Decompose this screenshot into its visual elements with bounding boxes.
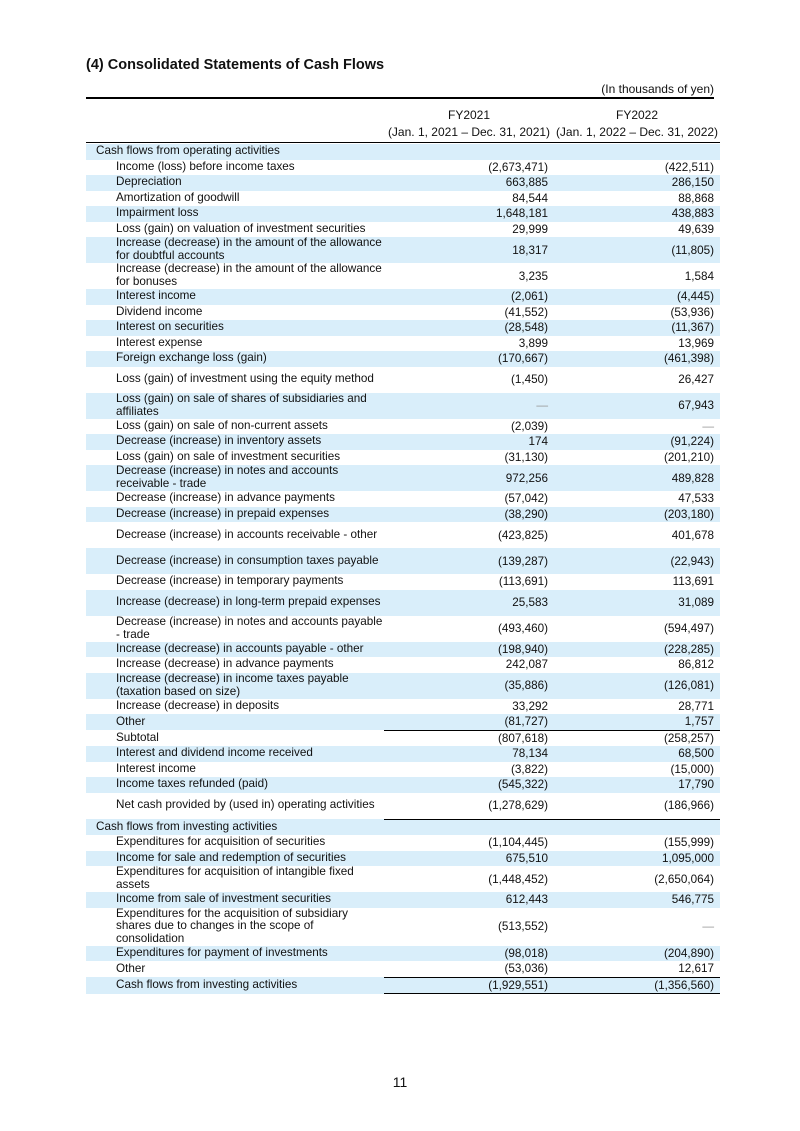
table-row: [86, 465, 720, 491]
value-fy2021: 663,885: [384, 175, 552, 191]
value-fy2022: (53,936): [670, 305, 714, 319]
value-fy2022: 28,771: [678, 699, 714, 713]
table-row: [86, 393, 720, 419]
value-fy2022: (11,805): [552, 237, 720, 263]
value-fy2021: (198,940): [384, 642, 552, 658]
row-label: Decrease (increase) in inventory assets: [86, 434, 384, 450]
value-fy2022: 88,868: [678, 191, 714, 205]
value-fy2021: (1,929,551): [384, 977, 552, 994]
row-label: Income for sale and redemption of securities: [86, 851, 384, 867]
value-fy2022: (201,210): [663, 450, 714, 464]
table-row: [86, 367, 720, 393]
value-fy2022: —: [702, 419, 714, 433]
value-fy2022: (155,999): [663, 836, 714, 850]
value-fy2022: (186,966): [663, 799, 714, 812]
page-number: 11: [392, 1074, 408, 1090]
column-period: (Jan. 1, 2021 – Dec. 31, 2021): [387, 125, 551, 139]
value-fy2022: 1,584: [684, 269, 714, 283]
value-fy2022: 13,969: [678, 336, 714, 350]
table-row: [86, 419, 720, 435]
value-fy2021: (38,290): [384, 507, 552, 523]
value-fy2021: (545,322): [384, 777, 552, 793]
value-fy2022: (15,000): [670, 762, 714, 776]
value-fy2022: (126,081): [552, 673, 720, 699]
column-year: FY2021: [447, 108, 491, 122]
value-fy2021: 972,256: [384, 465, 552, 491]
value-fy2021: (81,727): [384, 714, 552, 730]
value-fy2022: (228,285): [552, 642, 720, 658]
value-fy2021: (28,548): [384, 320, 552, 336]
value-fy2022: 1,095,000: [552, 851, 720, 867]
row-label: Loss (gain) on valuation of investment securities: [116, 221, 366, 235]
table-row: [86, 673, 720, 699]
row-label: Expenditures for acquisition of intangible fixed assets: [116, 865, 354, 891]
value-fy2021: (170,667): [384, 351, 552, 367]
value-fy2022: (203,180): [552, 507, 720, 523]
table-row: [86, 699, 720, 715]
row-label: Interest income: [86, 289, 384, 305]
value-fy2021: 84,544: [512, 191, 548, 205]
value-fy2021: 242,087: [505, 658, 548, 672]
table-row: [86, 866, 720, 892]
column-period: (Jan. 1, 2022 – Dec. 31, 2022): [555, 125, 719, 139]
value-fy2022: [552, 819, 720, 835]
value-fy2022: (2,650,064): [654, 872, 714, 886]
value-fy2021: [384, 144, 552, 160]
table-row: [86, 746, 720, 762]
table-row: [86, 908, 720, 946]
row-label: Increase (decrease) in deposits: [116, 698, 280, 712]
value-fy2021: 33,292: [512, 699, 548, 713]
column-year: FY2022: [615, 108, 659, 122]
value-fy2021: (35,886): [384, 673, 552, 699]
table-row: [86, 657, 720, 673]
value-fy2021: 78,134: [384, 746, 552, 762]
value-fy2021: [384, 819, 552, 835]
row-label: Increase (decrease) in income taxes payable (taxation based on size): [86, 673, 384, 699]
value-fy2022: (4,445): [552, 289, 720, 305]
value-fy2022: 438,883: [552, 206, 720, 222]
row-label: Cash flows from investing activities: [86, 819, 384, 835]
value-fy2022: 31,089: [552, 590, 720, 616]
value-fy2022: 86,812: [678, 658, 714, 672]
value-fy2021: 25,583: [384, 590, 552, 616]
value-fy2022: 67,943: [552, 393, 720, 419]
row-label: Expenditures for the acquisition of subsidiary shares due to changes in the scope of consolidation: [116, 906, 348, 945]
row-label: Dividend income: [116, 304, 203, 318]
value-fy2022: 1,757: [552, 714, 720, 730]
row-label: Interest expense: [116, 335, 203, 349]
table-row: [86, 491, 720, 507]
row-label: Net cash provided by (used in) operating activities: [116, 798, 375, 812]
row-label: Interest and dividend income received: [86, 746, 384, 762]
table-row: [86, 777, 720, 793]
table-row: [86, 590, 720, 616]
table-row: [86, 160, 720, 176]
table-row: [86, 835, 720, 851]
value-fy2021: (1,450): [510, 373, 548, 386]
value-fy2022: (461,398): [552, 351, 720, 367]
row-label: Decrease (increase) in prepaid expenses: [86, 507, 384, 523]
table-row: [86, 289, 720, 305]
value-fy2021: 18,317: [384, 237, 552, 263]
value-fy2022: 113,691: [672, 575, 714, 589]
value-fy2021: (807,618): [384, 730, 552, 746]
row-label: Other: [86, 714, 384, 730]
value-fy2022: —: [702, 920, 714, 933]
value-fy2021: (57,042): [504, 492, 548, 506]
row-label: Subtotal: [116, 730, 159, 744]
table-row: [86, 714, 720, 730]
column-header-fy2021: [384, 107, 554, 141]
row-label: Income from sale of investment securities: [86, 892, 384, 908]
value-fy2021: (1,104,445): [488, 836, 548, 850]
value-fy2022: (258,257): [552, 730, 720, 746]
value-fy2021: (2,061): [384, 289, 552, 305]
row-label: Increase (decrease) in long-term prepaid expenses: [86, 590, 384, 616]
row-label: Increase (decrease) in the amount of the allowance for bonuses: [116, 262, 382, 288]
cash-flow-table: [86, 144, 720, 994]
row-label: Decrease (increase) in notes and accounts payable - trade: [116, 614, 383, 641]
section-header-row: [86, 819, 720, 835]
table-row: [86, 237, 720, 263]
table-row: [86, 762, 720, 778]
value-fy2021: (31,130): [504, 450, 548, 464]
table-row: [86, 206, 720, 222]
statement-title: (4) Consolidated Statements of Cash Flows: [86, 57, 385, 73]
value-fy2021: (513,552): [497, 920, 548, 933]
row-label: Loss (gain) on sale of shares of subsidiaries and affiliates: [86, 393, 384, 419]
value-fy2022: 47,533: [678, 492, 714, 506]
value-fy2022: (594,497): [663, 622, 714, 635]
value-fy2022: (204,890): [552, 946, 720, 962]
row-label: Increase (decrease) in the amount of the allowance for doubtful accounts: [86, 237, 384, 263]
row-label: Decrease (increase) in consumption taxes payable: [86, 548, 384, 574]
value-fy2022: 401,678: [671, 528, 714, 542]
table-row: [86, 351, 720, 367]
value-fy2022: (22,943): [552, 548, 720, 574]
row-label: Decrease (increase) in advance payments: [116, 491, 335, 505]
value-fy2021: (3,822): [510, 762, 548, 776]
value-fy2022: (11,367): [552, 320, 720, 336]
row-label: Decrease (increase) in temporary payments: [116, 574, 344, 588]
value-fy2021: (1,448,452): [488, 872, 548, 886]
value-fy2021: 1,648,181: [384, 206, 552, 222]
row-label: Loss (gain) on sale of non-current assets: [116, 418, 328, 432]
row-label: Impairment loss: [86, 206, 384, 222]
value-fy2022: 49,639: [678, 222, 714, 236]
value-fy2022: 489,828: [552, 465, 720, 491]
table-row: [86, 434, 720, 450]
value-fy2021: (2,673,471): [488, 160, 548, 174]
row-label: Amortization of goodwill: [116, 190, 240, 204]
row-label: Expenditures for payment of investments: [86, 946, 384, 962]
row-label: Interest income: [116, 761, 196, 775]
value-fy2021: 29,999: [512, 222, 548, 236]
header-rule: [86, 97, 714, 99]
column-header-rule: [86, 142, 720, 143]
table-row: [86, 892, 720, 908]
value-fy2021: 3,899: [518, 336, 548, 350]
row-label: Income taxes refunded (paid): [86, 777, 384, 793]
row-label: Cash flows from investing activities: [86, 977, 384, 994]
value-fy2022: (91,224): [552, 434, 720, 450]
table-row: [86, 507, 720, 523]
value-fy2021: (41,552): [504, 305, 548, 319]
table-row: [86, 222, 720, 238]
table-row: [86, 946, 720, 962]
table-row: [86, 320, 720, 336]
table-row: [86, 522, 720, 548]
row-label: Loss (gain) on sale of investment securities: [116, 449, 341, 463]
table-row: [86, 730, 720, 746]
value-fy2021: (53,036): [504, 962, 548, 976]
value-fy2022: 17,790: [552, 777, 720, 793]
table-row: [86, 175, 720, 191]
value-fy2021: (1,278,629): [488, 799, 548, 812]
table-row: [86, 793, 720, 820]
table-row: [86, 263, 720, 289]
row-label: Increase (decrease) in advance payments: [116, 657, 334, 671]
value-fy2022: (1,356,560): [552, 977, 720, 994]
value-fy2021: (423,825): [497, 528, 548, 542]
value-fy2022: 286,150: [552, 175, 720, 191]
table-row: [86, 574, 720, 590]
table-row: [86, 548, 720, 574]
table-row: [86, 961, 720, 977]
value-fy2022: 26,427: [678, 373, 714, 386]
value-fy2021: (493,460): [497, 622, 548, 635]
table-row: [86, 851, 720, 867]
value-fy2022: 12,617: [678, 962, 714, 976]
column-header-fy2022: [552, 107, 722, 141]
value-fy2021: (98,018): [384, 946, 552, 962]
value-fy2022: 68,500: [552, 746, 720, 762]
row-label: Decrease (increase) in accounts receivable - other: [116, 527, 378, 541]
row-label: Other: [116, 961, 146, 975]
value-fy2021: —: [384, 393, 552, 419]
row-label: Expenditures for acquisition of securities: [116, 835, 326, 849]
table-row: [86, 336, 720, 352]
row-label: Cash flows from operating activities: [86, 144, 384, 160]
row-label: Loss (gain) of investment using the equity method: [116, 372, 374, 386]
value-fy2021: (2,039): [510, 419, 548, 433]
row-label: Increase (decrease) in accounts payable - other: [86, 642, 384, 658]
table-row: [86, 305, 720, 321]
value-fy2021: 174: [384, 434, 552, 450]
value-fy2021: 612,443: [384, 892, 552, 908]
table-row: [86, 616, 720, 642]
unit-note: (In thousands of yen): [601, 82, 714, 96]
row-label: Decrease (increase) in notes and accounts receivable - trade: [86, 465, 384, 491]
table-row: [86, 642, 720, 658]
row-label: Interest on securities: [86, 320, 384, 336]
value-fy2021: 675,510: [384, 851, 552, 867]
value-fy2022: 546,775: [552, 892, 720, 908]
value-fy2022: (422,511): [664, 160, 714, 174]
value-fy2021: (139,287): [384, 548, 552, 574]
table-row: [86, 191, 720, 207]
table-row: [86, 450, 720, 466]
section-header-row: [86, 144, 720, 160]
value-fy2022: [552, 144, 720, 160]
value-fy2021: 3,235: [518, 269, 548, 283]
row-label: Depreciation: [86, 175, 384, 191]
row-label: Income (loss) before income taxes: [116, 159, 295, 173]
value-fy2021: (113,691): [498, 575, 548, 589]
row-label: Foreign exchange loss (gain): [86, 351, 384, 367]
table-row: [86, 977, 720, 994]
